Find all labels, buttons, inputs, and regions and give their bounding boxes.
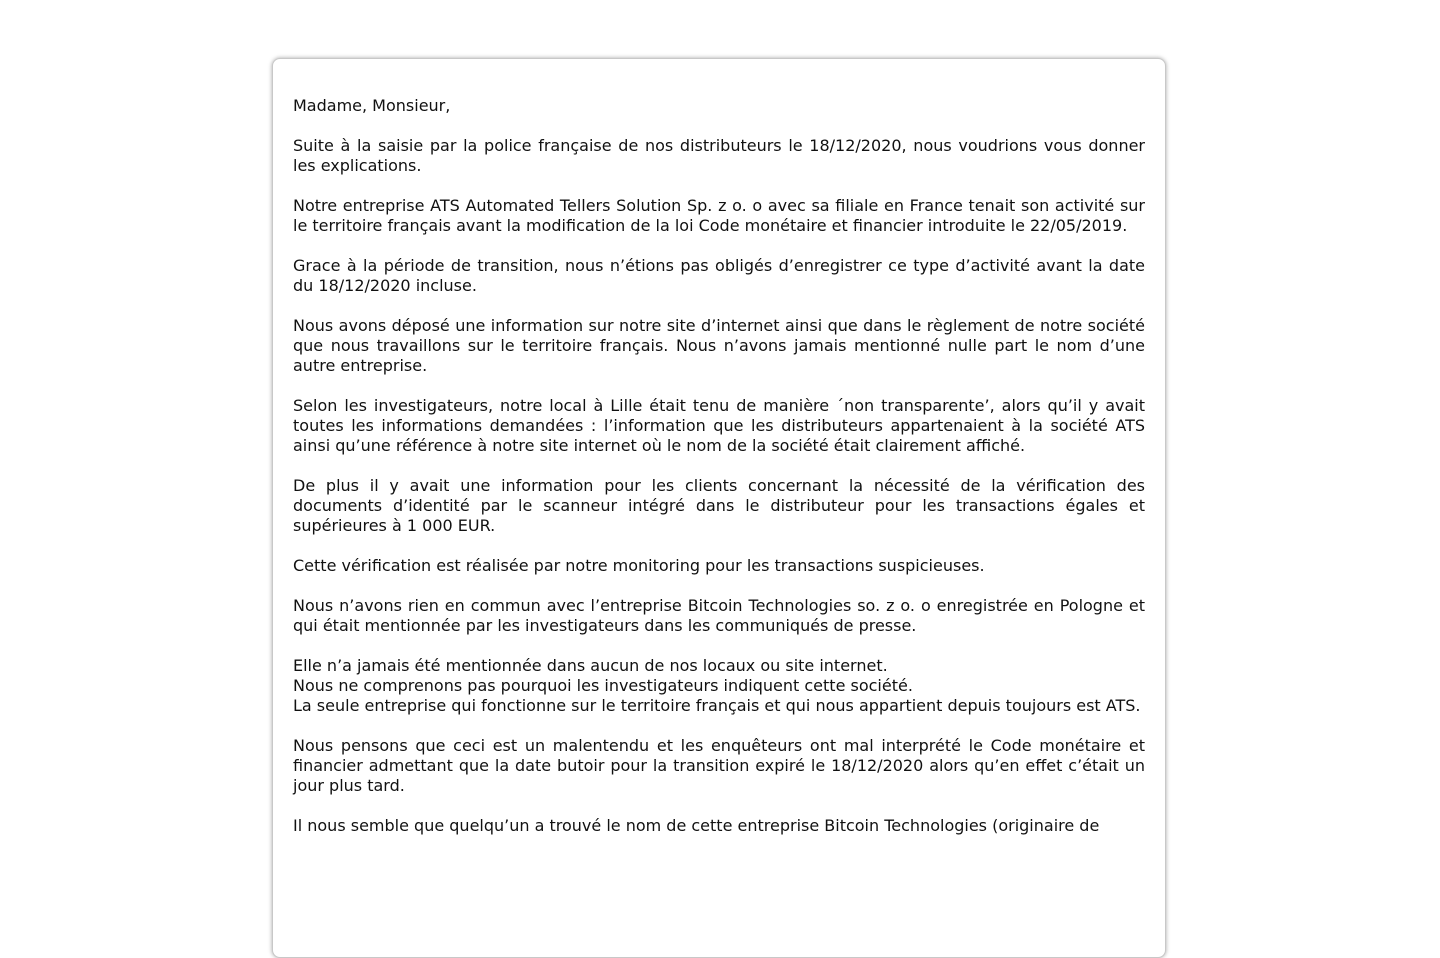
letter-paragraph: Notre entreprise ATS Automated Tellers Solution Sp. z o. o avec sa filiale en France tenait son activité sur le territoire français avant la modification de la loi Code monétaire et financier introduite le 22/05/2019. — [293, 196, 1145, 235]
letter-paragraph: Suite à la saisie par la police française de nos distributeurs le 18/12/2020, nous voudrions vous donner les explications. — [293, 136, 1145, 175]
letter-paragraph: Nous avons déposé une information sur notre site d’internet ainsi que dans le règlement de notre société que nous travaillons sur le territoire français. Nous n’avons jamais mentionné nulle part le nom d’une autre entreprise. — [293, 316, 1145, 375]
letter-line: Elle n’a jamais été mentionnée dans aucun de nos locaux ou site internet. — [293, 656, 888, 675]
letter-paragraph: Nous n’avons rien en commun avec l’entreprise Bitcoin Technologies so. z o. o enregistrée en Pologne et qui était mentionnée par les investigateurs dans les communiqués de presse. — [293, 596, 1145, 635]
letter-card — [272, 58, 1166, 958]
letter-paragraph: Nous pensons que ceci est un malentendu et les enquêteurs ont mal interprété le Code monétaire et financier admettant que la date butoir pour la transition expiré le 18/12/2020 alors qu’en effet c’était un jour plus tard. — [293, 736, 1145, 795]
letter-line: La seule entreprise qui fonctionne sur le territoire français et qui nous appartient depuis toujours est ATS. — [293, 696, 1141, 715]
letter-line: Nous ne comprenons pas pourquoi les investigateurs indiquent cette société. — [293, 676, 913, 695]
letter-paragraph: Selon les investigateurs, notre local à Lille était tenu de manière ´non transparente’, alors qu’il y avait toutes les informations demandées : l’information que les distributeurs appartenaient à la société ATS ainsi qu’une référence à notre site internet où le nom de la société était clairement affiché. — [293, 396, 1145, 455]
letter-line-group — [293, 656, 1145, 716]
letter-body — [293, 96, 1145, 836]
letter-greeting: Madame, Monsieur, — [293, 96, 451, 115]
letter-paragraph: Grace à la période de transition, nous n’étions pas obligés d’enregistrer ce type d’activité avant la date du 18/12/2020 incluse. — [293, 256, 1145, 295]
letter-paragraph: De plus il y avait une information pour les clients concernant la nécessité de la vérification des documents d’identité par le scanneur intégré dans le distributeur pour les transactions égales et supérieures à 1 000 EUR. — [293, 476, 1145, 535]
letter-paragraph: Cette vérification est réalisée par notre monitoring pour les transactions suspicieuses. — [293, 556, 985, 575]
letter-paragraph-partial: Il nous semble que quelqu’un a trouvé le nom de cette entreprise Bitcoin Technologies (originaire de — [293, 816, 1100, 835]
